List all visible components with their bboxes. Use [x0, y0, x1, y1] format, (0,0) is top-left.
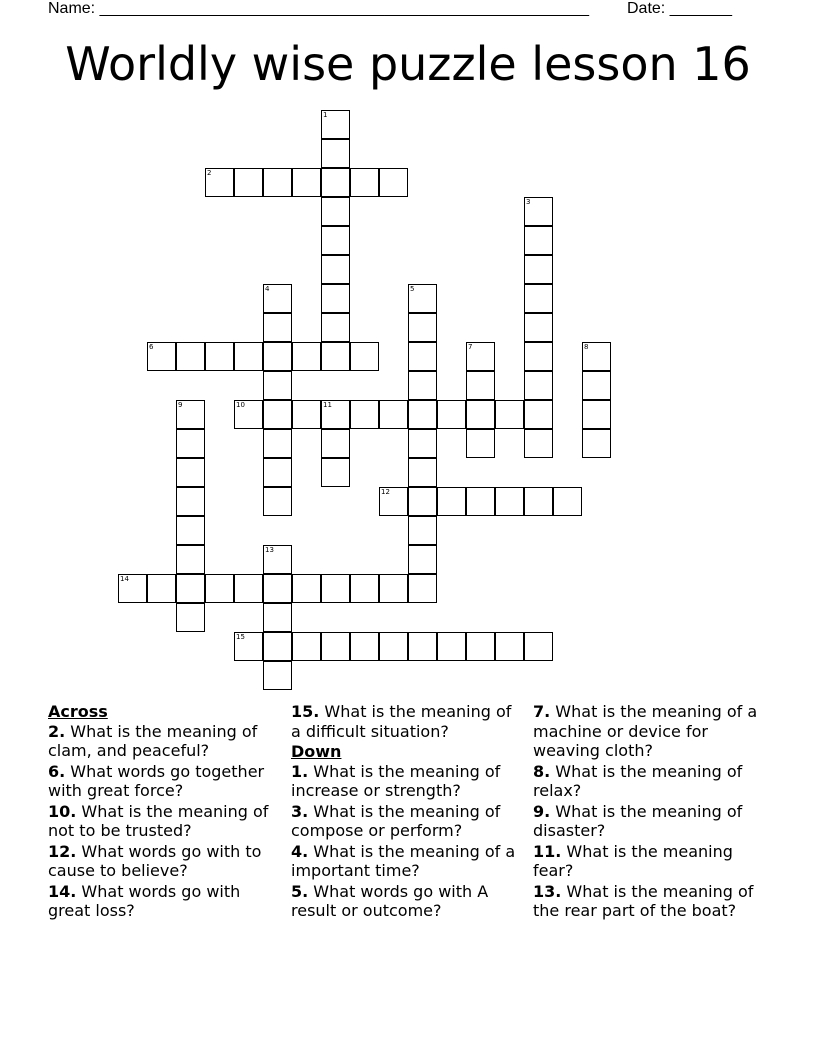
grid-cell[interactable]: [176, 545, 205, 574]
grid-cell[interactable]: [379, 487, 408, 516]
grid-cell[interactable]: [263, 313, 292, 342]
down-clue-list: [291, 762, 523, 921]
puzzle-title: Worldly wise puzzle lesson 16: [65, 37, 751, 91]
clue-number: 4.: [291, 841, 309, 861]
grid-cell[interactable]: [321, 226, 350, 255]
grid-cell[interactable]: [147, 342, 176, 371]
clue-number-label: 14: [120, 575, 129, 583]
clue-text: What is the meaning of not to be trusted?: [48, 801, 269, 840]
clue-number-label: 15: [236, 633, 245, 641]
grid-cell[interactable]: [321, 632, 350, 661]
grid-cell[interactable]: [466, 429, 495, 458]
grid-cell[interactable]: [176, 458, 205, 487]
grid-cell[interactable]: [524, 342, 553, 371]
grid-cell[interactable]: [263, 487, 292, 516]
clue-number-label: 9: [178, 401, 183, 409]
grid-cell[interactable]: [263, 458, 292, 487]
grid-cell[interactable]: [408, 429, 437, 458]
clue-number-label: 6: [149, 343, 154, 351]
grid-cell[interactable]: [495, 632, 524, 661]
clue-number: 13.: [533, 881, 562, 901]
grid-cell[interactable]: [524, 313, 553, 342]
grid-cell[interactable]: [524, 487, 553, 516]
clue-number-label: 3: [526, 198, 531, 206]
grid-cell[interactable]: [292, 632, 321, 661]
grid-cell[interactable]: [263, 632, 292, 661]
down-clue-list-continued: [533, 702, 763, 921]
grid-cell[interactable]: [205, 168, 234, 197]
grid-cell[interactable]: [524, 226, 553, 255]
clue-item: [533, 882, 763, 921]
grid-cell[interactable]: [408, 400, 437, 429]
grid-cell[interactable]: [263, 342, 292, 371]
grid-cell[interactable]: [466, 632, 495, 661]
clue-text: What is the meaning of clam, and peaceful?: [48, 721, 258, 760]
grid-cell[interactable]: [176, 429, 205, 458]
clues-column-1: [48, 702, 280, 922]
clue-item: [291, 702, 523, 741]
grid-cell[interactable]: [495, 400, 524, 429]
clue-number-label: 11: [323, 401, 332, 409]
clue-number-label: 5: [410, 285, 415, 293]
grid-cell[interactable]: [321, 429, 350, 458]
grid-cell[interactable]: [466, 342, 495, 371]
grid-cell[interactable]: [466, 400, 495, 429]
grid-cell[interactable]: [321, 313, 350, 342]
clue-number-label: 1: [323, 111, 328, 119]
grid-cell[interactable]: [263, 168, 292, 197]
grid-cell[interactable]: [176, 342, 205, 371]
grid-cell[interactable]: [321, 139, 350, 168]
grid-cell[interactable]: [408, 516, 437, 545]
grid-cell[interactable]: [524, 284, 553, 313]
across-heading: Across: [48, 702, 108, 721]
clue-text: What words go together with great force?: [48, 761, 265, 800]
grid-cell[interactable]: [234, 574, 263, 603]
grid-cell[interactable]: [321, 168, 350, 197]
clue-number: 1.: [291, 761, 309, 781]
grid-cell[interactable]: [350, 632, 379, 661]
date-field[interactable]: Date: _______: [627, 0, 732, 17]
grid-cell[interactable]: [321, 110, 350, 139]
grid-cell[interactable]: [408, 458, 437, 487]
clue-text: What is the meaning fear?: [533, 841, 733, 880]
clue-number-label: 8: [584, 343, 589, 351]
clue-item: [48, 802, 280, 841]
clue-number: 7.: [533, 702, 551, 721]
grid-cell[interactable]: [205, 342, 234, 371]
across-clue-list: [48, 722, 280, 921]
grid-cell[interactable]: [292, 400, 321, 429]
grid-cell[interactable]: [437, 400, 466, 429]
clue-text: What is the meaning of a important time?: [291, 841, 516, 880]
clue-text: What is the meaning of compose or perform?: [291, 801, 501, 840]
clue-item: [533, 842, 763, 881]
grid-cell[interactable]: [263, 661, 292, 690]
grid-cell[interactable]: [408, 574, 437, 603]
grid-cell[interactable]: [524, 632, 553, 661]
clue-number-label: 12: [381, 488, 390, 496]
grid-cell[interactable]: [379, 168, 408, 197]
grid-cell[interactable]: [379, 574, 408, 603]
grid-cell[interactable]: [321, 458, 350, 487]
clues-column-2: [291, 702, 523, 922]
grid-cell[interactable]: [437, 487, 466, 516]
clue-item: [533, 702, 763, 761]
grid-cell[interactable]: [263, 603, 292, 632]
clue-text: What is the meaning of a difficult situation?: [291, 702, 512, 741]
grid-cell[interactable]: [292, 574, 321, 603]
grid-cell[interactable]: [263, 545, 292, 574]
grid-cell[interactable]: [408, 342, 437, 371]
grid-cell[interactable]: [350, 342, 379, 371]
clue-number: 10.: [48, 801, 77, 821]
grid-cell[interactable]: [176, 516, 205, 545]
grid-cell[interactable]: [234, 168, 263, 197]
grid-cell[interactable]: [466, 487, 495, 516]
grid-cell[interactable]: [524, 429, 553, 458]
clue-item: [48, 722, 280, 761]
grid-cell[interactable]: [524, 255, 553, 284]
grid-cell[interactable]: [379, 400, 408, 429]
clue-number: 8.: [533, 761, 551, 781]
grid-cell[interactable]: [524, 400, 553, 429]
clue-item: [48, 842, 280, 881]
clue-number-label: 2: [207, 169, 212, 177]
clue-text: What words go with great loss?: [48, 881, 241, 920]
grid-cell[interactable]: [292, 168, 321, 197]
grid-cell[interactable]: [524, 371, 553, 400]
clue-item: [533, 802, 763, 841]
clue-item: [291, 802, 523, 841]
grid-cell[interactable]: [292, 342, 321, 371]
clue-number: 12.: [48, 841, 77, 861]
grid-cell[interactable]: [408, 371, 437, 400]
grid-cell[interactable]: [321, 197, 350, 226]
grid-cell[interactable]: [118, 574, 147, 603]
grid-cell[interactable]: [176, 603, 205, 632]
grid-cell[interactable]: [263, 574, 292, 603]
clue-number: 6.: [48, 761, 66, 781]
grid-cell[interactable]: [321, 342, 350, 371]
grid-cell[interactable]: [553, 487, 582, 516]
clue-text: What words go with to cause to believe?: [48, 841, 262, 880]
grid-cell[interactable]: [350, 400, 379, 429]
grid-cell[interactable]: [176, 487, 205, 516]
name-field[interactable]: Name: _______________________________________________________: [48, 0, 589, 17]
clue-number: 5.: [291, 881, 309, 901]
across-clue-list-continued: [291, 702, 523, 741]
down-heading: Down: [291, 742, 342, 761]
clue-number: 15.: [291, 702, 320, 721]
grid-cell[interactable]: [263, 284, 292, 313]
clue-number-label: 10: [236, 401, 245, 409]
grid-cell[interactable]: [350, 168, 379, 197]
grid-cell[interactable]: [408, 487, 437, 516]
clue-number: 3.: [291, 801, 309, 821]
clue-text: What is the meaning of disaster?: [533, 801, 743, 840]
clue-number-label: 7: [468, 343, 473, 351]
grid-cell[interactable]: [205, 574, 234, 603]
clue-item: [48, 882, 280, 921]
grid-cell[interactable]: [437, 632, 466, 661]
clue-text: What is the meaning of a machine or device for weaving cloth?: [533, 702, 758, 760]
clue-item: [291, 762, 523, 801]
grid-cell[interactable]: [234, 632, 263, 661]
clues-column-3: [533, 702, 763, 922]
grid-cell[interactable]: [379, 632, 408, 661]
grid-cell[interactable]: [321, 400, 350, 429]
grid-cell[interactable]: [176, 574, 205, 603]
clue-number-label: 13: [265, 546, 274, 554]
grid-cell[interactable]: [582, 429, 611, 458]
clue-text: What words go with A result or outcome?: [291, 881, 489, 920]
grid-cell[interactable]: [263, 400, 292, 429]
clue-item: [533, 762, 763, 801]
grid-cell[interactable]: [147, 574, 176, 603]
clue-text: What is the meaning of increase or strength?: [291, 761, 501, 800]
clue-item: [291, 882, 523, 921]
clue-item: [48, 762, 280, 801]
grid-cell[interactable]: [321, 284, 350, 313]
clue-number: 2.: [48, 721, 66, 741]
grid-cell[interactable]: [408, 545, 437, 574]
grid-cell[interactable]: [176, 400, 205, 429]
grid-cell[interactable]: [408, 284, 437, 313]
grid-cell[interactable]: [263, 429, 292, 458]
clue-text: What is the meaning of relax?: [533, 761, 743, 800]
grid-cell[interactable]: [321, 255, 350, 284]
clue-item: [291, 842, 523, 881]
clue-number: 9.: [533, 801, 551, 821]
grid-cell[interactable]: [321, 574, 350, 603]
grid-cell[interactable]: [466, 371, 495, 400]
clue-number: 11.: [533, 841, 562, 861]
clue-number-label: 4: [265, 285, 270, 293]
grid-cell[interactable]: [408, 313, 437, 342]
grid-cell[interactable]: [524, 197, 553, 226]
grid-cell[interactable]: [263, 371, 292, 400]
grid-cell[interactable]: [582, 342, 611, 371]
grid-cell[interactable]: [582, 400, 611, 429]
grid-cell[interactable]: [234, 342, 263, 371]
grid-cell[interactable]: [408, 632, 437, 661]
grid-cell[interactable]: [350, 574, 379, 603]
clue-text: What is the meaning of the rear part of the boat?: [533, 881, 754, 920]
grid-cell[interactable]: [582, 371, 611, 400]
grid-cell[interactable]: [495, 487, 524, 516]
clue-number: 14.: [48, 881, 77, 901]
grid-cell[interactable]: [234, 400, 263, 429]
